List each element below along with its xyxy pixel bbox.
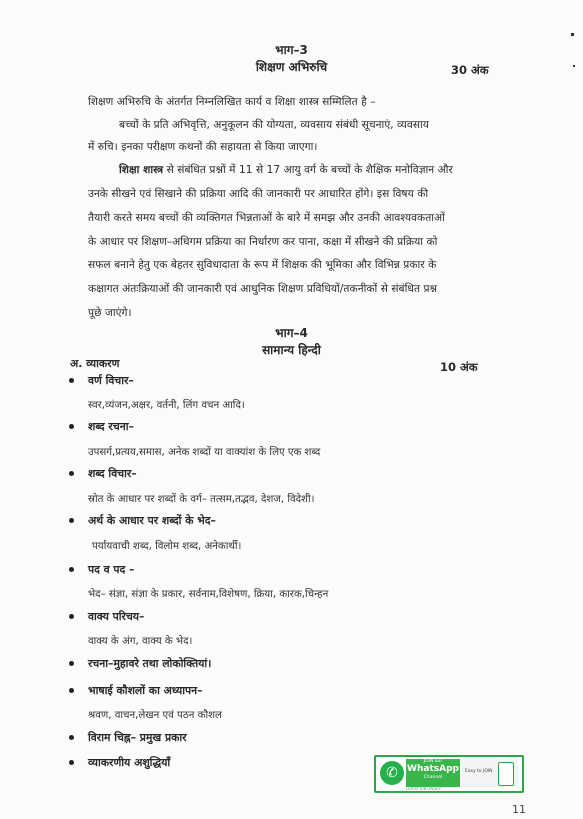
list-item-title: भाषाई कौशलों का अध्यापन–	[88, 684, 203, 697]
part3-line: बच्चों के प्रति अभिवृत्ति, अनुकूलन की योग्यता, व्यवसाय संबंधी सूचनाएं, व्यवसाय	[119, 119, 429, 131]
list-item-body: श्रवण, वाचन,लेखन एवं पठन कौशल	[88, 710, 222, 721]
bullet-icon	[69, 614, 74, 619]
badge-join-block	[462, 759, 518, 787]
list-item-title: वाक्य परिचय–	[88, 610, 145, 623]
badge-name-text: WhatsApp	[407, 764, 459, 774]
badge-easy-text: Easy to JOIN	[465, 769, 493, 774]
list-item-title: अर्थ के आधार पर शब्दों के भेद–	[88, 514, 216, 527]
bullet-icon	[69, 518, 74, 523]
list-item-title: शब्द रचना–	[88, 420, 134, 433]
list-item-body: भेद– संज्ञा, संज्ञा के प्रकार, सर्वनाम,विशेषण, क्रिया, कारक,चिन्हन	[88, 589, 329, 600]
whatsapp-label-block	[406, 759, 460, 787]
list-item-body: पर्यायवाची शब्द, विलोम शब्द, अनेकार्थी।	[92, 541, 242, 552]
bullet-icon	[69, 735, 74, 740]
part3-heading: भाग–3	[275, 43, 308, 57]
scan-speck	[573, 65, 575, 67]
page-number: 11	[512, 803, 526, 816]
part3-line: उनके सीखने एवं सिखाने की प्रक्रिया आदि की जानकारी पर आधारित होंगे। इस विषय की	[88, 188, 429, 200]
bullet-icon	[69, 661, 74, 666]
part3-line: के आधार पर शिक्षण–अधिगम प्रक्रिया का निर्धारण कर पाना, कक्षा में सीखने की प्रक्रिया को	[88, 236, 438, 248]
part3-line: सफल बनाने हेतु एक बेहतर सुविधादाता के रूप में शिक्षक की भूमिका और विभिन्न प्रकार के	[88, 259, 437, 271]
list-item-body: स्वर,व्यंजन,अक्षर, वर्तनी, लिंग वचन आदि।	[88, 400, 245, 411]
list-item-title: पद व पद –	[88, 563, 135, 576]
whatsapp-channel-badge[interactable]	[374, 755, 524, 793]
part3-line: कक्षागत अंतःक्रियाओं की जानकारी एवं आधुनिक शिक्षण प्रविधियों/तकनीकों से संबंधित प्रश्न	[88, 283, 438, 295]
bullet-icon	[69, 471, 74, 476]
part3-subheading: शिक्षण अभिरुचि	[255, 60, 328, 74]
bullet-icon	[69, 424, 74, 429]
list-item-body: स्रोत के आधार पर शब्दों के वर्ग– तत्सम,तद्भव, देशज, विदेशी।	[88, 494, 315, 505]
part4-subheading: सामान्य हिन्दी	[262, 343, 321, 357]
bullet-icon	[69, 688, 74, 693]
part3-line: तैयारी करते समय बच्चों की व्यक्तिगत भिन्नताओं के बारे में समझ और उनकी आवश्यवकताओं	[88, 212, 445, 224]
list-item-title: रचना–मुहावरे तथा लोकोक्तियां।	[88, 657, 212, 670]
list-item-title: शब्द विचार–	[88, 467, 137, 480]
part4-heading: भाग–4	[275, 326, 308, 340]
list-item-body: उपसर्ग,प्रत्यय,समास, अनेक शब्दों या वाक्यांश के लिए एक शब्द	[88, 447, 321, 458]
badge-tag-text: LATEST JOB UPDATE	[406, 787, 442, 791]
badge-sub-text: Channel	[423, 775, 443, 780]
list-item-title: विराम चिह्न– प्रमुख प्रकार	[88, 731, 187, 744]
part4-marks: 10 अंक	[440, 360, 478, 374]
scan-speck	[571, 33, 574, 36]
whatsapp-icon: ✆	[380, 761, 404, 785]
part3-line: शिक्षा शास्त्र से संबंधित प्रश्नों में 11 से 17 आयु वर्ग के बच्चों के शैक्षिक मनोविज्ञान और	[119, 164, 453, 176]
bullet-icon	[69, 760, 74, 765]
part3-line: पूछे जाएंगे।	[88, 307, 132, 319]
part3-line: में रुचि। इनका परीक्षण कथनों की सहायता से किया जाएगा।	[88, 141, 318, 153]
bullet-icon	[69, 378, 74, 383]
section-label: अ. व्याकरण	[70, 357, 120, 370]
phone-icon	[498, 762, 514, 786]
badge-top-text: JOIN our	[423, 759, 443, 764]
list-item-title: वर्ण विचार–	[88, 374, 134, 387]
list-item-body: वाक्य के अंग, वाक्य के भेद।	[88, 636, 193, 647]
bullet-icon	[69, 567, 74, 572]
part3-marks: 30 अंक	[451, 63, 489, 77]
part3-line: शिक्षण अभिरुचि के अंतर्गत निम्नलिखित कार्य व शिक्षा शास्त्र सम्मिलित है –	[88, 96, 376, 108]
list-item-title: व्याकरणीय अशुद्धियाँ	[88, 756, 171, 769]
